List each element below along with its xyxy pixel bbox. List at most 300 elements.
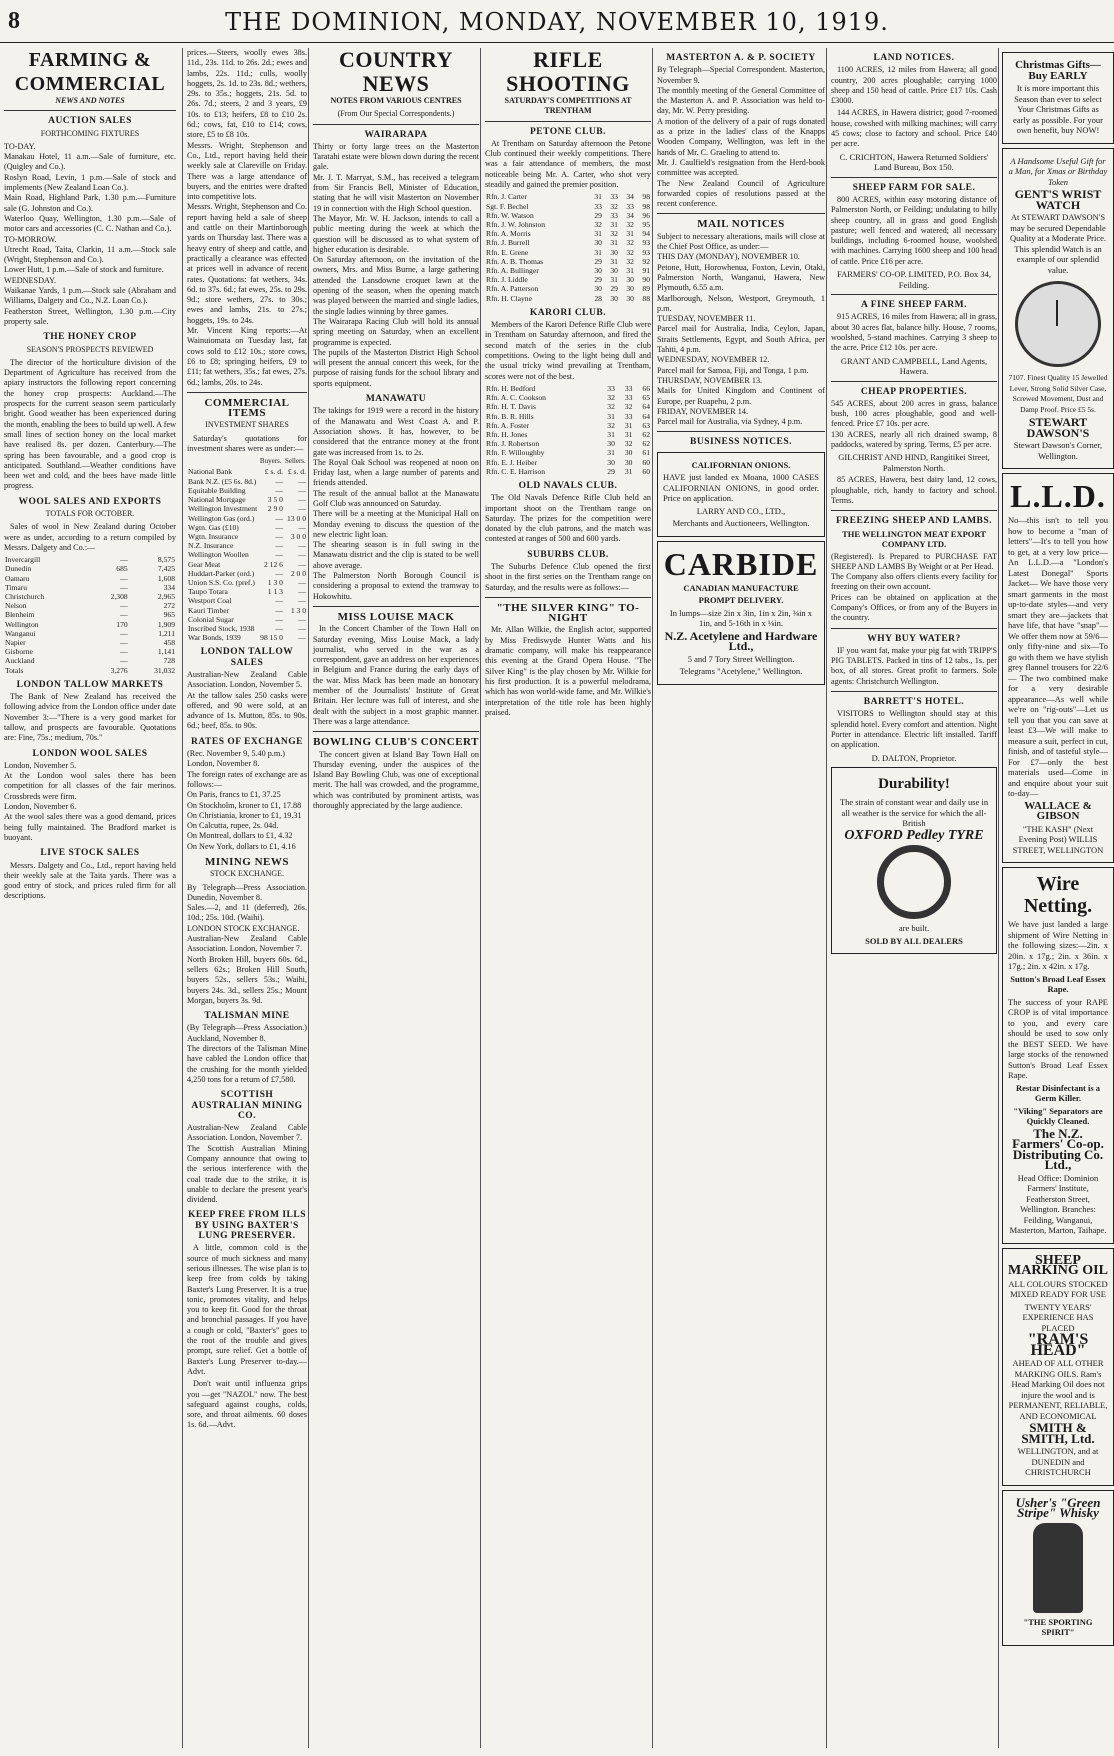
listing: 1100 ACRES, 12 miles from Hawera; all good country, 200 acres ploughable; carrying 1000 sheep and 150 head of cattle. Price £17 10s. Cash £3000. (831, 65, 997, 106)
table-row (485, 294, 651, 303)
table-row (485, 458, 651, 467)
table-cell: Rfn. H. T. Davis (486, 402, 536, 412)
table-cell: Taupo Totara (188, 587, 228, 597)
table-cell: 61 (642, 448, 650, 458)
advert-address: 5 and 7 Tory Street Wellington. (687, 653, 795, 664)
table-cell: 62 (642, 439, 650, 449)
table-cell: 31 (626, 266, 634, 275)
table-row (485, 439, 651, 448)
advert-firm: WALLACE & GIBSON (1024, 799, 1092, 822)
table-cell: 29 (594, 210, 602, 220)
advert-body: IF you want fat, make your pig fat with TRIPP'S PIG TABLETS. Packed in tins of 12 tabs., 1s. per box, of all stores. Great profit to farmers. Sole agents: Christchurch Wellington. (831, 645, 997, 686)
column-commercial (182, 48, 311, 1748)
table-cell: — (275, 550, 283, 560)
table-cell: Colonial Sugar (188, 614, 234, 624)
table-cell: — (298, 541, 306, 551)
advert-body: HAVE just landed ex Moana, 1000 CASES CALIFORNIAN ONIONS, in good order. Price on application. (663, 472, 819, 504)
table-cell: 2,965 (157, 591, 175, 601)
table-cell: 98 (642, 192, 650, 202)
heading: SHEEP FARM FOR SALE. (852, 182, 976, 193)
table-cell: 91 (642, 266, 650, 275)
table-cell: 685 (116, 564, 128, 574)
article-body: Members of the Karori Defence Rifle Club were in Trentham on Saturday afternoon, and fired the second match of the series in the club competitions. Owing to the light being dull and the usual tricky wind prevailing at Trentham, scores were not of the best. (485, 320, 651, 381)
table-cell: 33 (626, 201, 634, 211)
table-cell: 272 (163, 601, 175, 611)
table-row (4, 647, 176, 656)
table-cell: — (120, 628, 128, 638)
advert-heading: Sutton's Broad Leaf Essex Rape. (1010, 973, 1106, 994)
article-body: prices.—Steers, woolly ewes 38s. 11d., 23s. 11d. to 26s. 2d.; ewes and lambs, 22s. 11d.; culls, woolly hoggets, 2s. 1d. to 23s. 8d.; wethers, 29s. to 35s.; hoggets, 21s. 5d. to 26s. 7d.; steers, 2 and 3 years, £9 10s. to £13; heifers, £8 to £10 2s. 6d.; cows, fat, £10 to £14; cows, store, £5 to £8 10s. Messrs. Wright, Stephenson and Co., Ltd., report having held their weekly sale at Clareville on Friday. There was a large attendance of buyers, and the entries were drafted into competitive lots. Messrs. Wright, Stephenson and Co. report having held a sale of sheep and cattle on their Martinborough yards on Thursday last. There was a heavy entry of sheep and cattle, and practically a clearance was effected at prices well in advance of recent rates. Quotations: fat wethers, 34s. 6d. to 37s. 6d.; fat ewes, 25s. to 29s. 9d.; store wethers, 27s. to 30s.; ewes and lambs, 21s. to 27s.; hoggets, 19s. to 24s. Mr. Vincent King reports:—At Wainuiomata on Tuesday last, fat cows sold to £12 10s.; store cows, £6 to £8; springing heifers, £9 to £11; fat wethers, 35s.; fat ewes, 27s. 6d.; lambs, 20s. to 24s. (187, 48, 307, 387)
agent: GILCHRIST AND HIND, Rangitikei Street, Palmerston North. (838, 452, 990, 473)
table-row (485, 238, 651, 247)
table-row (187, 541, 307, 550)
table-cell: Gear Meat (188, 559, 221, 569)
listing: 800 ACRES, within easy motoring distance of Palmerston North, or Feilding; undulating to hilly sheep country, all in grass and good English pasture; well fenced and watered; all necessary buildings, including 6-roomed house, woolshed with machines. Carrying 1600 sheep and 100 head of cattle. Price £16 per acre. (831, 194, 997, 266)
table-cell: 29 (610, 284, 618, 294)
heading: MISS LOUISE MACK (337, 610, 455, 623)
table-cell: — (298, 504, 306, 514)
heading: LONDON TALLOW MARKETS (16, 679, 164, 690)
table-cell: — (298, 485, 306, 495)
table-cell: — (298, 587, 306, 597)
table-cell: 31 (594, 247, 602, 257)
table-cell: Huddart-Parker (ord.) (188, 568, 255, 578)
heading: CHEAP PROPERTIES. (860, 386, 968, 397)
advert-firm: LARRY AND CO., LTD., (696, 505, 786, 516)
table-cell: Bank N.Z. (£5 6s. 8d.) (188, 476, 257, 486)
table-cell: Rfn. H. Jones (486, 429, 528, 439)
bottle-icon (1033, 1523, 1083, 1613)
listing: 915 ACRES, 16 miles from Hawera; all in grass, about 30 acres flat, balance hilly. House, 7 rooms, woolshed, 5-stand machines. Carrying 3 sheep to the acre. Price £12 10s. per acre. (831, 312, 997, 353)
table-row (187, 569, 307, 578)
table-cell: 33 (607, 383, 615, 393)
table-cell: 31 (594, 229, 602, 239)
table-cell: 30 (607, 439, 615, 449)
table-row (4, 601, 176, 610)
table-cell: 64 (642, 402, 650, 412)
subheading: INVESTMENT SHARES (205, 420, 289, 430)
advert-title: CALIFORNIAN ONIONS. (691, 459, 791, 470)
table-cell: 3 5 0 (267, 495, 283, 505)
heading: BARRETT'S HOTEL. (863, 697, 965, 708)
shares-table (187, 456, 307, 642)
table-cell: 31 (607, 411, 615, 421)
table-row (485, 412, 651, 421)
marking-oil-advert (1002, 1248, 1114, 1486)
column-land-notices (826, 48, 1001, 1748)
table-cell: 32 (626, 256, 634, 266)
heading: MINING NEWS (204, 855, 290, 868)
page-number: 8 (8, 8, 20, 34)
advert-body: In lumps—size 2in x 3in, 1in x 2in, ⅜in x 1in, and 5-16th in x ⅛in. (669, 607, 813, 629)
heading: LONDON WOOL SALES (32, 748, 148, 759)
advert-brand: Usher's "Green Stripe" Whisky (1015, 1494, 1101, 1520)
table-cell: 30 (594, 266, 602, 275)
table-cell: 33 (624, 383, 633, 393)
wool-sales-table (4, 555, 176, 675)
table-cell: Wellington (5, 619, 39, 629)
article-body: London, November 5. At the London wool sales there has been competition for all classes of the fair merinos. Crossbreds were firm. London, November 6. At the wool sales there was a good demand, prices being fully maintained. The Bradford market is buoyant. (4, 760, 176, 842)
table-cell: 62 (642, 429, 650, 439)
table-cell: Wellington Investment (188, 504, 258, 514)
table-row (4, 620, 176, 629)
wrist-watch-advert (1002, 148, 1114, 470)
table-cell: Rfn. W. Watson (486, 210, 534, 220)
table-cell: Inscribed Stock, 1938 (188, 623, 255, 633)
table-cell: 32 (594, 219, 602, 229)
table-cell: 31 (607, 429, 615, 439)
table-row (187, 486, 307, 495)
table-row (485, 257, 651, 266)
advert-firm: N.Z. Acetylene and Hardware Ltd., (664, 628, 818, 654)
table-cell: Gisborne (5, 647, 33, 657)
table-row (4, 666, 176, 675)
article-body: Saturday's quotations for investment shares were as under:— (187, 433, 307, 453)
table-row (485, 402, 651, 411)
table-cell: Rfn. B. R. Hills (486, 411, 534, 421)
table-row (187, 606, 307, 615)
heading: TALISMAN MINE (204, 1011, 290, 1022)
table-cell: 1,141 (157, 647, 175, 657)
table-row (187, 633, 307, 642)
table-cell: 63 (642, 420, 650, 430)
table-cell: 93 (642, 247, 650, 257)
advert-body: AHEAD OF ALL OTHER MARKING OILS. Ram's Head Marking Oil does not injure the wool and is PERMANENT, RELIABLE, AND ECONOMICAL (1008, 1358, 1108, 1421)
table-row (485, 284, 651, 293)
table-cell: 965 (163, 610, 175, 620)
table-cell: — (120, 555, 128, 565)
table-cell: 28 (594, 293, 602, 303)
table-cell: Rfn. J. Liddle (486, 275, 528, 285)
article-body: Thirty or forty large trees on the Masterton Taratahi estate were blown down during the recent gale. Mr. J. T. Marryat, S.M., has received a telegram from Sir Francis Bell, Minister of Education, stating that he will visit Masterton on November 19 in connection with the High School question. The Mayor, Mr. W. H. Jackson, intends to call a public meeting during the week at which the question will be discussed as to what system of higher education is desirable. On Saturday afternoon, on the invitation of the owners, Mrs. and Miss Burne, a large gathering attended the Lansdowne croquet lawn at the opening of the season, when the opening match was played between the married and single ladies, the single ladies winning by three games. The Wairarapa Racing Club will hold its annual spring meeting on Saturday, when an excellent programme is expected. The pupils of the Masterton District High School will present the annual concert this week, for the purpose of raising funds for the school library and sports equipment. (313, 141, 479, 388)
listing: 144 ACRES, in Hawera district; good 7-roomed house, cowshed with milking machines; will carry 45 cows; close to factory and school. Price £40 per acre. (831, 108, 997, 149)
advert-address: Merchants and Auctioneers, Wellington. (672, 518, 810, 529)
table-cell: Kauri Timber (188, 605, 230, 615)
table-cell: 89 (642, 284, 650, 294)
table-cell: 33 (624, 411, 633, 421)
table-cell: National Mortgage (188, 495, 246, 505)
table-cell: — (120, 582, 128, 592)
table-row (187, 550, 307, 559)
advert-telegram: Telegrams "Acetylene," Wellington. (679, 666, 803, 677)
table-cell: Rfn. A. B. Thomas (486, 256, 544, 266)
heading: FREEZING SHEEP AND LAMBS. (835, 516, 993, 527)
table-cell: 7,425 (157, 564, 175, 574)
table-cell: N.Z. Insurance (188, 541, 234, 551)
table-cell: 33 (594, 201, 602, 211)
table-cell: 30 (607, 457, 615, 467)
table-cell: — (298, 522, 306, 532)
section-subtitle: SATURDAY'S COMPETITIONS AT TRENTHAM (504, 96, 632, 116)
table-cell: Oamaru (5, 573, 30, 583)
table-cell: 32 (626, 238, 634, 248)
agent: GRANT AND CAMPBELL, Land Agents, Hawera. (840, 355, 988, 377)
table-cell: — (298, 550, 306, 560)
heading: LAND NOTICES. (873, 53, 955, 63)
table-row (4, 638, 176, 647)
table-cell: — (298, 577, 306, 587)
table-cell: — (275, 614, 283, 624)
whisky-advert (1002, 1490, 1114, 1646)
advert-body: VISITORS to Wellington should stay at this splendid hotel. Every comfort and attention. Night Porter in attendance. Electric lift installed. Tariff on application. (831, 709, 997, 750)
table-cell: 30 (624, 448, 633, 458)
listing: 85 ACRES, Hawera, best dairy land, 12 cows, ploughable, rich, handy to factory and school. Terms. (831, 475, 997, 505)
article-body: The Bank of New Zealand has received the following advice from the London office under date November 3:—"There is a very good market for tallow, and prospects are favourable. Quotations are: Fine, 75s.; medium, 70s." (4, 692, 176, 743)
table-cell: 3,276 (110, 665, 128, 675)
carbide-advert (657, 541, 825, 685)
table-cell: Rfn. H. Clayne (486, 293, 532, 303)
table-cell: Rfn. J. W. Johnston (486, 219, 546, 229)
table-cell: 31 (594, 192, 602, 202)
advert-firm: The N.Z. Farmers' Co-op. Distributing Co. Ltd., (1012, 1125, 1104, 1172)
tyre-icon (877, 845, 951, 919)
table-cell: Wellington Gas (ord.) (188, 513, 255, 523)
table-row (187, 495, 307, 504)
table-cell: 32 (610, 229, 618, 239)
table-cell: 29 (594, 256, 602, 266)
table-row (485, 430, 651, 439)
advert-body: No—this isn't to tell you how to become a "man of letters"—It's to tell you how to get, at a very low price—An L.L.D.—a "London's Latest Donegal" Sports Jacket— We have those very smart garments in the most up-to-date styles—and very smart they are—jackets that have life, that have "snap"— We offer them now at 59/6—only fifty-nine and six—To go with them we have stylish grey flannel trousers for 22/6— The two combined make for a very desirable appearance—As well while we're on "rig-outs"—Let us tell you that you can save at least £3—We will make to measure a suit, perfect in cut, finish, and of tasteful style—For £7—only the best materials used—Come in and enquire about your suit to-day— (1008, 515, 1108, 798)
advert-firm: SMITH & SMITH, Ltd. (1021, 1420, 1095, 1446)
table-cell: Rfn. A. Foster (486, 420, 530, 430)
advert-body: At STEWART DAWSON'S may be secured Dependable Quality at a Moderate Price. This splendid Watch is an example of our splendid value. (1009, 212, 1107, 275)
table-cell: Equitable Building (188, 485, 246, 495)
onions-advert (657, 452, 825, 537)
advert-subtitle: PROMPT DELIVERY. (698, 595, 784, 606)
table-cell: 88 (642, 293, 650, 303)
newspaper-title: THE DOMINION, MONDAY, NOVEMBER 10, 1919. (225, 8, 889, 36)
advert-body: TWENTY YEARS' EXPERIENCE HAS PLACED (1022, 1301, 1094, 1333)
advert-brand: "RAM'S HEAD" (1027, 1331, 1089, 1359)
column-rifle-shooting (480, 48, 655, 1748)
heading: COMMERCIAL ITEMS (204, 396, 290, 420)
column-notices (652, 48, 829, 1748)
table-cell: £ s. d. (287, 467, 306, 477)
table-cell: 60 (642, 457, 650, 467)
table-cell: — (298, 633, 306, 643)
section-title: FARMING & COMMERCIAL (14, 49, 166, 95)
advert-title: SHEEP MARKING OIL (1008, 1252, 1108, 1278)
advert-intro: A Handsome Useful Gift for a Man, for Xmas or Birthday Token (1008, 155, 1108, 187)
table-cell: Wgtn. Insurance (188, 531, 239, 541)
advert-body: (Registered). Is Prepared to PURCHASE FAT SHEEP AND LAMBS By Weight or at Per Head. The Company also offers clients every facility for freezing on their own account. Prices can be obtained on application at the Company's Offices, or from any of the Buyers in the country. (831, 551, 997, 623)
table-cell: £ s. d. (264, 467, 283, 477)
table-cell: 30 (626, 275, 634, 285)
advert-body: are built. (898, 923, 930, 934)
table-row (485, 248, 651, 257)
table-row (485, 192, 651, 201)
table-cell: Rfn. E. Grene (486, 247, 529, 257)
table-row (4, 564, 176, 573)
advert-heading: "Viking" Separators are Quickly Cleaned. (1013, 1105, 1103, 1126)
advert-address: Head Office: Dominion Farmers' Institute, Featherston Street, Wellington. Branches: Feilding, Wanganui, Masterton, Marton, Taihape. (1009, 1172, 1107, 1235)
christmas-advert (1002, 52, 1114, 144)
table-cell: 32 (626, 219, 634, 229)
table-cell: 1 1 3 (267, 587, 283, 597)
table-cell: — (298, 614, 306, 624)
table-cell: 1 3 0 (267, 577, 283, 587)
table-cell: 31 (610, 256, 618, 266)
heading: LIVE STOCK SALES (40, 848, 140, 859)
table-cell: 64 (642, 411, 650, 421)
advert-tagline: "THE SPORTING SPIRIT" (1023, 1616, 1093, 1637)
advert-title: CARBIDE (663, 545, 819, 582)
table-cell: 33 (610, 210, 618, 220)
table-cell: 31 (607, 448, 615, 458)
table-row (4, 583, 176, 592)
heading: WOOL SALES AND EXPORTS (18, 496, 162, 507)
table-cell: 2,308 (110, 591, 128, 601)
table-cell: 94 (642, 229, 650, 239)
heading: OLD NAVALS CLUB. (518, 480, 618, 491)
heading: SCOTTISH AUSTRALIAN MINING CO. (191, 1090, 303, 1121)
subheading: TOTALS FOR OCTOBER. (45, 508, 135, 518)
table-cell: 1,608 (157, 573, 175, 583)
table-cell: 32 (607, 402, 615, 412)
article-body: By Telegraph—Special Correspondent. Masterton, November 9. The monthly meeting of the General Committee of the Masterton A. and P. Association was held to-day, Mr. W. Perry presiding. A motion of the delivery of a pair of rugs donated as a prize in the ladies' class of the Knapps Wooden Company, Wellington, was left in the hands of Mr. C. Graeling to attend to. Mr. J. Caulfield's resignation from the Herd-book committee was accepted. The New Zealand Council of Agriculture forwarded copies of resolutions passed at the recent conference. (657, 65, 825, 209)
table-cell: 30 (610, 293, 618, 303)
heading: AUCTION SALES (48, 116, 132, 127)
table-row (4, 555, 176, 564)
table-cell: — (298, 476, 306, 486)
table-cell: 66 (642, 383, 650, 393)
table-cell: Nelson (5, 601, 27, 611)
table-cell: 1 3 0 (290, 605, 306, 615)
advert-firm: STEWART DAWSON'S (1026, 415, 1090, 440)
section-subtitle: NEWS AND NOTES (55, 96, 125, 105)
lld-advert (1002, 473, 1114, 863)
table-cell: 334 (163, 582, 175, 592)
table-cell: — (120, 573, 128, 583)
column-farming (4, 48, 180, 1748)
table-cell: 458 (163, 638, 175, 647)
heading: "THE SILVER KING" TO-NIGHT (496, 601, 640, 625)
advert-title: Christmas Gifts—Buy EARLY (1015, 59, 1101, 82)
table-cell: — (275, 476, 283, 486)
column-advertisements (998, 48, 1114, 1748)
article-body: Sales of wool in New Zealand during October were as under, according to a return compiled by Messrs. Dalgety and Co.:— (4, 522, 176, 552)
table-cell: 8,575 (157, 555, 175, 565)
heading: KARORI CLUB. (529, 307, 607, 318)
table-cell: 728 (163, 656, 175, 666)
article-body: (Rec. November 9, 5.40 p.m.) London, November 8. The foreign rates of exchange are as follows:— On Paris, francs to £1, 37.25 On Stockholm, kroner to £1, 17.88 On Christiania, kroner to £1, 19.31 On Calcutta, rupee, 2s. 04d. On Montreal, dollars to £1, 4.32 On New York, dollars to £1, 4.16 (187, 749, 307, 851)
masthead (0, 0, 1114, 43)
table-cell: Rfn. A. Patterson (486, 284, 539, 294)
table-cell: War Bonds, 1939 (188, 633, 241, 643)
heading: LONDON TALLOW SALES (200, 647, 294, 668)
table-cell: Wellington Woollen (188, 550, 249, 560)
advert-brand: OXFORD Pedley TYRE (844, 827, 984, 843)
table-cell: 98 15 0 (260, 633, 283, 643)
table-row (187, 477, 307, 486)
advert-body: It is more important this Season than ever to select Your Christmas Gifts as early as possible. For your own benefit, buy NOW! (1013, 83, 1103, 135)
agent: C. CRICHTON, Hawera Returned Soldiers' Land Bureau, Box 150. (839, 151, 989, 173)
proprietor: D. DALTON, Proprietor. (871, 752, 957, 763)
article-body: (By Telegraph—Press Association.) Auckland, November 8. The directors of the Talisman Mine have cabled the London office that the crushing for the month yielded 4,250 tons for a return of £7,580. (187, 1023, 307, 1084)
table-cell: 33 (624, 393, 633, 403)
article-body: Australian-New Zealand Cable Association. London, November 5. At the tallow sales 250 casks were offered, and 90 were sold, at an advance of 1s. Mutton, 85s. to 90s. 6d.; beef, 85s. to 90s. (187, 669, 307, 731)
table-cell: 34 (626, 210, 634, 220)
table-row (187, 596, 307, 605)
advert-address: Stewart Dawson's Corner, Wellington. (1013, 440, 1103, 461)
wrist-watch-icon (1015, 281, 1101, 367)
section-title: COUNTRY NEWS (339, 48, 453, 96)
table-cell: Wanganui (5, 628, 36, 638)
table-cell: 31 (624, 429, 633, 439)
subheading: STOCK EXCHANGE. (209, 869, 285, 879)
advert-heading: Restar Disinfectant is a Germ Killer. (1015, 1082, 1101, 1103)
table-cell: — (275, 513, 283, 523)
table-row (4, 574, 176, 583)
heading: A FINE SHEEP FARM. (861, 300, 967, 311)
subheading: FORTHCOMING FIXTURES (40, 128, 140, 138)
table-cell: Rfn. J. Robertson (486, 439, 540, 449)
table-cell: Totals (5, 665, 24, 675)
table-cell: — (275, 522, 283, 532)
table-cell: 31 (624, 466, 633, 476)
table-row (187, 578, 307, 587)
table-row (485, 384, 651, 393)
table-row (4, 629, 176, 638)
article-body: In the Concert Chamber of the Town Hall on Saturday evening, Miss Louise Mack, a lady journalist, who served in the war as a correspondent, gave an address on her experiences in Belgium and France during the early days of the war. Miss Mack has been made an honorary member of the Journalists' Institute of Great Britain. Her lecture was full of interest, and she dealt with the subject in a most graphic manner. There was a large attendance. (313, 624, 479, 726)
table-row (187, 587, 307, 596)
table-cell: — (275, 531, 283, 541)
table-row (485, 275, 651, 284)
column-header: Buyers. (259, 457, 282, 466)
table-cell: 31 (626, 229, 634, 239)
heading: KEEP FREE FROM ILLS BY USING BAXTER'S LUNG PRESERVER. (188, 1210, 306, 1242)
table-cell: Blenheim (5, 610, 35, 620)
table-cell: 170 (116, 619, 128, 629)
table-cell: 30 (610, 247, 618, 257)
table-row (187, 532, 307, 541)
table-cell: 30 (626, 293, 634, 303)
table-cell: 32 (624, 402, 633, 412)
table-cell: 96 (642, 210, 650, 220)
table-row (187, 523, 307, 532)
table-cell: Wgtn. Gas (£10) (188, 522, 239, 532)
heading: MASTERTON A. & P. SOCIETY (666, 53, 816, 63)
table-row (4, 656, 176, 665)
article-body: At Trentham on Saturday afternoon the Petone Club continued their weekly competitions. There was a fair attendance of members, the most noticeable being Mr. A. Carter, who shot very steadily and gained the premier position. (485, 138, 651, 190)
advert-title: L.L.D. (1010, 478, 1106, 514)
advert-address: "THE KASH" (Next Evening Post) WILLIS STREET, WELLINGTON (1012, 823, 1104, 855)
table-cell: 13 0 0 (287, 513, 306, 523)
listing: 545 ACRES, about 200 acres in grass, balance bush, 100 acres ploughable, good and well-fenced. Price £7 10s. per acre. 130 ACRES, nearly all rich drained swamp, 8 paddocks, watered by spring. Terms, £5 per acre. (831, 398, 997, 450)
table-cell: Rfn. A. C. Cookson (486, 393, 546, 403)
table-cell: Union S.S. Co. (pref.) (188, 577, 255, 587)
table-cell: Rfn. J. Burrell (486, 238, 530, 248)
table-cell: — (298, 559, 306, 569)
table-cell: — (120, 656, 128, 666)
table-cell: 32 (626, 247, 634, 257)
table-cell: Rfn. A. Bullinger (486, 266, 539, 275)
advert-subtitle: CANADIAN MANUFACTURE (683, 582, 799, 593)
article-body: The concert given at Island Bay Town Hall on Thursday evening, under the auspices of the Island Bay Bowling Club, was one of exceptional merit. The hall was crowded, and the programme, which was contributed by prominent artists, was thoroughly appreciated by the large audience. (313, 749, 479, 810)
advert-body: ALL COLOURS STOCKED MIXED READY FOR USE (1008, 1278, 1108, 1299)
table-cell: — (120, 610, 128, 620)
table-row (485, 448, 651, 457)
byline: (From Our Special Correspondents.) (337, 109, 455, 119)
advert-body: Don't wait until influenza grips you —get "NAZOL" now. The best safeguard against coughs, colds, sore, and throat ailments. 60 doses 1s. 6d.—Advt. (187, 1379, 307, 1430)
table-row (485, 220, 651, 229)
section-title: RIFLE SHOOTING (506, 48, 630, 96)
table-cell: — (275, 623, 283, 633)
table-cell: Westport Coal (188, 596, 232, 606)
table-cell: Napier (5, 638, 26, 647)
table-cell: 3 0 0 (290, 531, 306, 541)
article-body: Subject to necessary alterations, mails will close at the Chief Post Office, as under:— THIS DAY (MONDAY), NOVEMBER 10. Petone, Hutt, Horowhenua, Foxton, Levin, Otaki, Palmerston North, Wanganui, Hawera, New Plymouth, 6.55 a.m. Marlborough, Nelson, Westport, Greymouth, 1 p.m. TUESDAY, NOVEMBER 11. Parcel mail for Australia, India, Ceylon, Japan, Straits Settlements, Egypt, and South Africa, per Tahiti, 4 p.m. WEDNESDAY, NOVEMBER 12. Parcel mail for Samoa, Fiji, and Tonga, 1 p.m. THURSDAY, NOVEMBER 13. Mails for United Kingdom and Continent of Europe, per Ruapehu, 2 p.m. FRIDAY, NOVEMBER 14. Parcel mail for Australia, via Sydney, 4 p.m. (657, 231, 825, 427)
